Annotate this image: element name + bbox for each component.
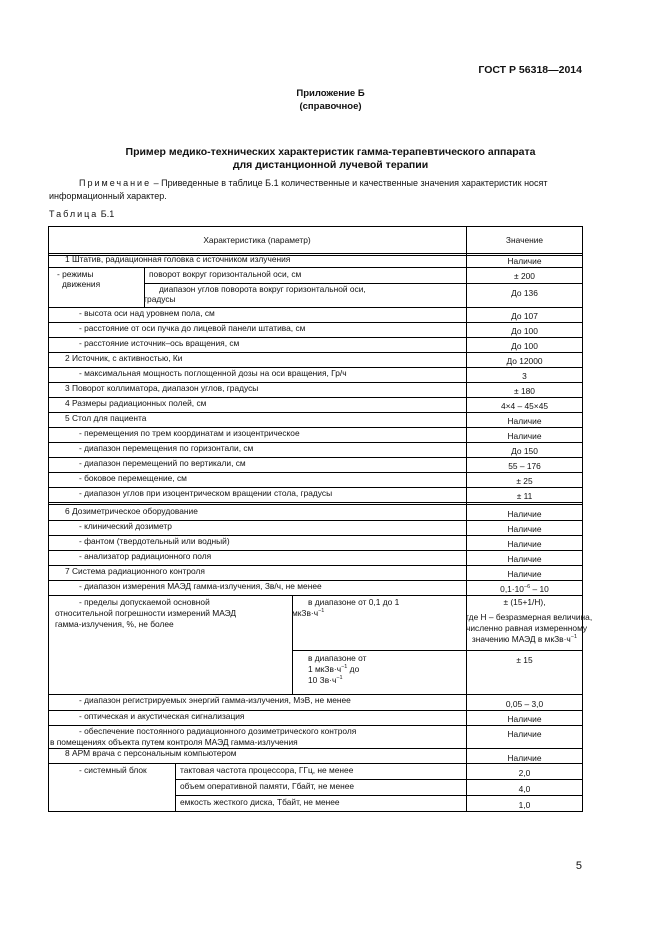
row-rule <box>48 763 583 764</box>
characteristics-table <box>48 226 593 812</box>
row-7-text: - максимальная мощность поглощенной дозы на оси вращения, Гр/ч <box>79 368 347 378</box>
note-label: Примечание <box>79 178 152 188</box>
row-22a-value-unit: значению МАЭД в мкЗв·ч <box>471 634 571 644</box>
row-17-text: - клинический дозиметр <box>79 521 172 531</box>
table-caption <box>49 209 114 219</box>
header-param: Характеристика (параметр) <box>203 235 311 245</box>
row-23-text: - диапазон регистрируемых энергий гамма-излучения, МэВ, не менее <box>79 695 351 705</box>
row-5-text: - расстояние источник–ось вращения, см <box>79 338 240 348</box>
row-10-text: 5 Стол для пациента <box>65 413 147 423</box>
row-15-value: ± 11 <box>516 491 533 501</box>
row-22a-range-line2 <box>292 608 324 619</box>
row-22b-range-line2 <box>308 664 359 675</box>
row-23-value: 0,05 – 3,0 <box>505 699 544 709</box>
row-1-value: Наличие <box>507 256 542 266</box>
row-22a-value-line2: где H – безразмерная величина, <box>466 612 593 622</box>
row-2a-value: ± 200 <box>514 271 535 281</box>
row-19-value: Наличие <box>507 554 542 564</box>
row-rule <box>48 502 583 503</box>
row-22b-range-from-exp: −1 <box>341 664 348 671</box>
row-22a-range-exp: −1 <box>318 608 325 615</box>
row-11-value: Наличие <box>507 431 542 441</box>
row-rule <box>48 267 583 268</box>
row-6-text: 2 Источник, с активностью, Ки <box>65 353 183 363</box>
row-18-value: Наличие <box>507 539 542 549</box>
row-15-text: - диапазон углов при изоцентрическом вращении стола, градусы <box>79 488 333 498</box>
row-12-value: До 150 <box>511 446 538 456</box>
row-2-group-line2: движения <box>62 279 101 289</box>
row-4-value: До 100 <box>511 326 538 336</box>
row-21-value-tail: – 10 <box>530 584 549 594</box>
row-22-param-line1: - пределы допускаемой основной <box>79 597 210 607</box>
row-3-value: До 107 <box>511 311 538 321</box>
row-3-text: - высота оси над уровнем пола, см <box>79 308 215 318</box>
row-22a-value-line3: численно равная измеренному <box>466 623 588 633</box>
table-border-bottom <box>48 811 583 812</box>
row-8-text: 3 Поворот коллиматора, диапазон углов, градусы <box>65 383 259 393</box>
row-27a-value: 2,0 <box>518 768 531 778</box>
row-8-value: ± 180 <box>514 386 535 396</box>
row-26-text: 8 АРМ врача с персональным компьютером <box>65 748 237 758</box>
row-25-value: Наличие <box>507 729 542 739</box>
table-caption-word: Таблица <box>49 209 99 219</box>
note-paragraph <box>49 177 583 203</box>
row-22a-value-exp: −1 <box>570 634 578 641</box>
row-2b-text-line1: диапазон углов поворота вокруг горизонтальной оси, <box>159 284 366 294</box>
row-5-value: До 100 <box>511 341 538 351</box>
row-17-value: Наличие <box>507 524 542 534</box>
row-22a-range-line1: в диапазоне от 0,1 до 1 <box>308 597 400 607</box>
row-27c-text: емкость жесткого диска, Тбайт, не менее <box>180 797 340 807</box>
row-27b-text: объем оперативной памяти, Гбайт, не менее <box>180 781 355 791</box>
row-24-text: - оптическая и акустическая сигнализация <box>79 711 245 721</box>
row-22b-range-from: 1 мкЗв·ч <box>308 664 342 674</box>
appendix-title: Приложение Б <box>296 88 365 99</box>
row-rule <box>175 779 583 780</box>
row-21-value <box>466 584 583 595</box>
document-title-line1: Пример медико-технических характеристик гамма-терапевтического аппарата <box>125 146 536 158</box>
header-value: Значение <box>505 235 544 245</box>
row-2-group-line1: - режимы <box>57 269 94 279</box>
row-27a-text: тактовая частота процессора, ГГц, не менее <box>180 765 354 775</box>
row-4-text: - расстояние от оси пучка до лицевой панели штатива, см <box>79 323 306 333</box>
row-26-value: Наличие <box>507 753 542 763</box>
row-22a-range-unit: мкЗв·ч <box>292 608 319 618</box>
document-title-line2: для дистанционной лучевой терапии <box>232 159 429 171</box>
row-2b-text-line2: градусы <box>144 294 176 304</box>
appendix-subtitle: (справочное) <box>299 101 362 112</box>
row-27-group: - системный блок <box>79 765 147 775</box>
row-22a-value-line4 <box>466 634 583 645</box>
row-16-value: Наличие <box>507 509 542 519</box>
row-20-value: Наличие <box>507 569 542 579</box>
row-20-text: 7 Система радиационного контроля <box>65 566 205 576</box>
row-2b-value: До 136 <box>511 288 538 298</box>
row-1-text: 1 Штатив, радиационная головка с источником излучения <box>65 254 291 264</box>
table-caption-number: Б.1 <box>98 209 115 219</box>
row-21-text: - диапазон измерения МАЭД гамма-излучения, Зв/ч, не менее <box>79 581 322 591</box>
row-21-value-exponent: −6 <box>523 584 531 591</box>
standard-designation: ГОСТ Р 56318—2014 <box>478 64 582 76</box>
row-10-value: Наличие <box>507 416 542 426</box>
row-27-sub-divider <box>175 763 176 812</box>
row-25-text-line2: в помещениях объекта путем контроля МАЭД гамма-излучения <box>50 737 298 747</box>
row-9-text: 4 Размеры радиационных полей, см <box>65 398 207 408</box>
row-21-value-base: 0,1·10 <box>500 584 524 594</box>
row-12-text: - диапазон перемещения по горизонтали, см <box>79 443 254 453</box>
row-22-param-line3: гамма-излучения, %, не более <box>55 619 174 629</box>
row-22a-value-line1: ± (15+1/H), <box>503 597 546 607</box>
row-7-value: 3 <box>522 371 527 381</box>
row-25-text-line1: - обеспечение постоянного радиационного дозиметрического контроля <box>79 726 357 736</box>
row-24-value: Наличие <box>507 714 542 724</box>
row-22b-value: ± 15 <box>516 655 533 665</box>
row-14-text: - боковое перемещение, см <box>79 473 187 483</box>
row-18-text: - фантом (твердотельный или водный) <box>79 536 230 546</box>
row-22-param-line2: относительной погрешности измерений МАЭД <box>55 608 237 618</box>
row-6-value: До 12000 <box>506 356 543 366</box>
row-14-value: ± 25 <box>516 476 533 486</box>
row-27b-value: 4,0 <box>518 784 531 794</box>
row-9-value: 4×4 – 45×45 <box>500 401 549 411</box>
row-13-text: - диапазон перемещений по вертикали, см <box>79 458 246 468</box>
row-rule <box>292 650 583 651</box>
note-text: – Приведенные в таблице Б.1 количественные и качественные значения характеристик носят информационный характер. <box>49 178 548 201</box>
row-rule <box>48 504 583 505</box>
row-22b-range-line3 <box>308 675 343 686</box>
row-22b-range-to: до <box>347 664 360 674</box>
table-border-top <box>48 226 583 227</box>
row-22b-range-upper-exp: −1 <box>336 675 343 682</box>
row-22b-range-upper: 10 Зв·ч <box>308 675 337 685</box>
row-2a-text: поворот вокруг горизонтальной оси, см <box>149 269 302 279</box>
row-11-text: - перемещения по трем координатам и изоцентрическое <box>79 428 300 438</box>
row-22b-range-line1: в диапазоне от <box>308 653 367 663</box>
page-number: 5 <box>575 860 582 872</box>
row-rule <box>175 795 583 796</box>
row-13-value: 55 – 176 <box>508 461 541 471</box>
row-27c-value: 1,0 <box>518 800 531 810</box>
row-16-text: 6 Дозиметрическое оборудование <box>65 506 198 516</box>
row-19-text: - анализатор радиационного поля <box>79 551 212 561</box>
row-rule <box>48 595 583 596</box>
